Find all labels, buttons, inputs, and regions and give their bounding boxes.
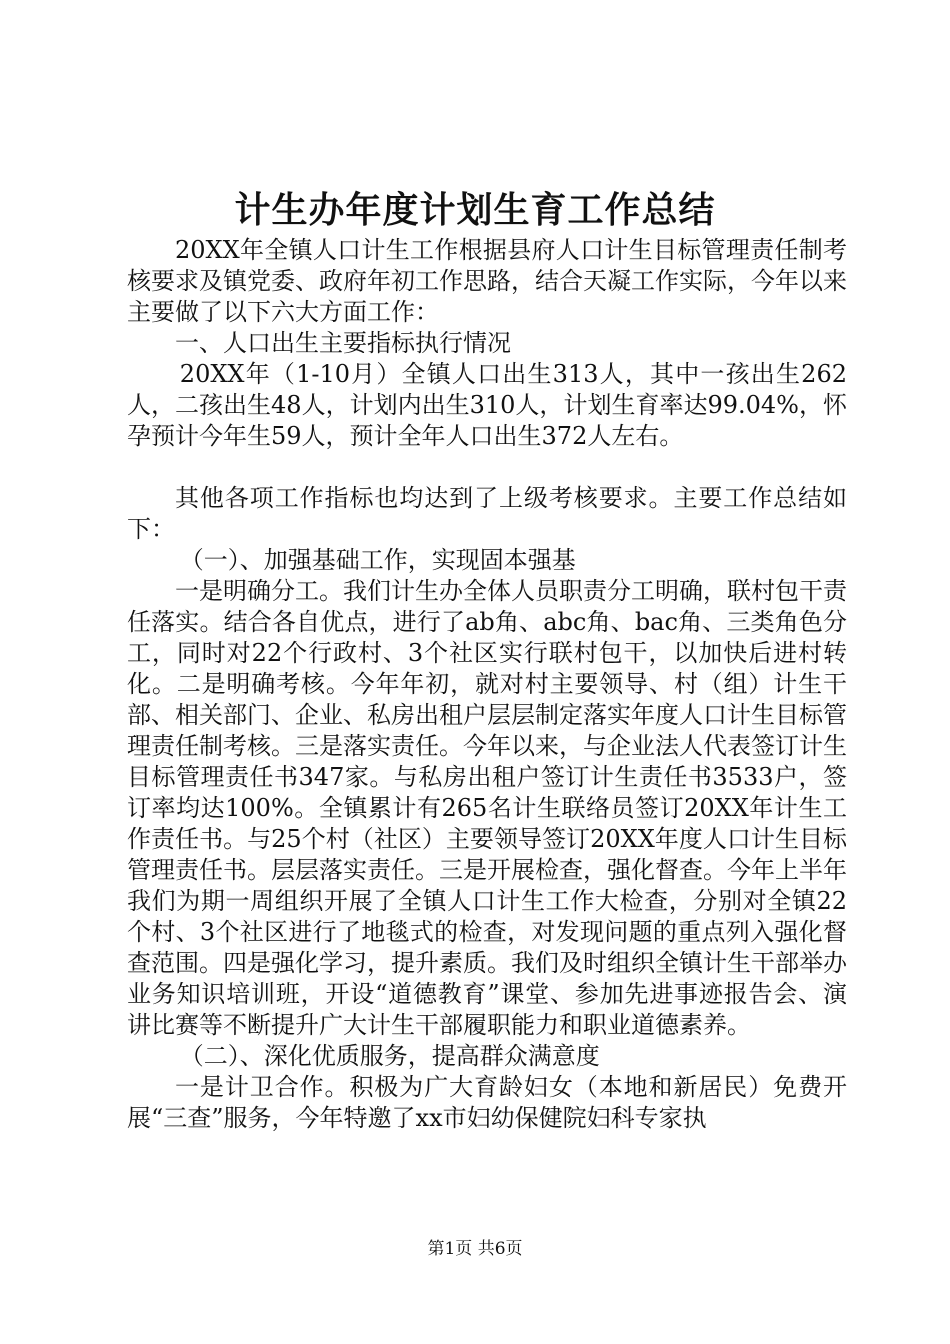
subsection-heading-basic-work: （一）、加强基础工作，实现固本强基 bbox=[179, 546, 576, 574]
subsection-heading-quality-service: （二）、深化优质服务，提高群众满意度 bbox=[179, 1042, 600, 1070]
document-title: 计生办年度计划生育工作总结 bbox=[234, 189, 716, 231]
basic-work-paragraph: 一是明确分工。我们计生办全体人员职责分工明确，联村包干责任落实。结合各自优点，进行了ab角、abc角、bac角、三类角色分工，同时对22个行政村、3个社区实行联村包干，以加快后进村转化。二是明确考核。今年年初，就对村主要领导、村（组）计生干部、相关部门、企业、私房出租户层层制定落实年度人口计生目标管理责任制考核。三是落实责任。今年以来，与企业法人代表签订计生目标管理责任书347家。与私房出租户签订计生责任书3533户，签订率均达100%。全镇累计有265名计生联络员签订20XX年计生工作责任书。与25个村（社区）主要领导签订20XX年度人口计生目标管理责任书。层层落实责任。三是开展检查，强化督查。今年上半年我们为期一周组织开展了全镇人口计生工作大检查，分别对全镇22个村、3个社区进行了地毯式的检查，对发现问题的重点列入强化督查范围。四是强化学习，提升素质。我们及时组织全镇计生干部举办业务知识培训班，开设“道德教育”课堂、参加先进事迹报告会、演讲比赛等不断提升广大计生干部履职能力和职业道德素养。 bbox=[127, 577, 847, 1039]
document-body bbox=[127, 235, 847, 1134]
quality-service-paragraph: 一是计卫合作。积极为广大育龄妇女（本地和新居民）免费开展“三查”服务，今年特邀了xx市妇幼保健院妇科专家执 bbox=[127, 1073, 847, 1132]
birth-statistics-paragraph: 20XX年（1-10月）全镇人口出生313人，其中一孩出生262人，二孩出生48人，计划内出生310人，计划生育率达99.04%，怀孕预计今年生59人，预计全年人口出生372人左右。 bbox=[127, 360, 847, 450]
intro-paragraph: 20XX年全镇人口计生工作根据县府人口计生目标管理责任制考核要求及镇党委、政府年初工作思路，结合天凝工作实际，今年以来主要做了以下六大方面工作： bbox=[127, 236, 847, 326]
page-footer: 第1页 共6页 bbox=[427, 1239, 523, 1259]
summary-intro-paragraph: 其他各项工作指标也均达到了上级考核要求。主要工作总结如下： bbox=[127, 484, 847, 543]
section-heading-birth-indicators: 一、人口出生主要指标执行情况 bbox=[175, 329, 511, 357]
